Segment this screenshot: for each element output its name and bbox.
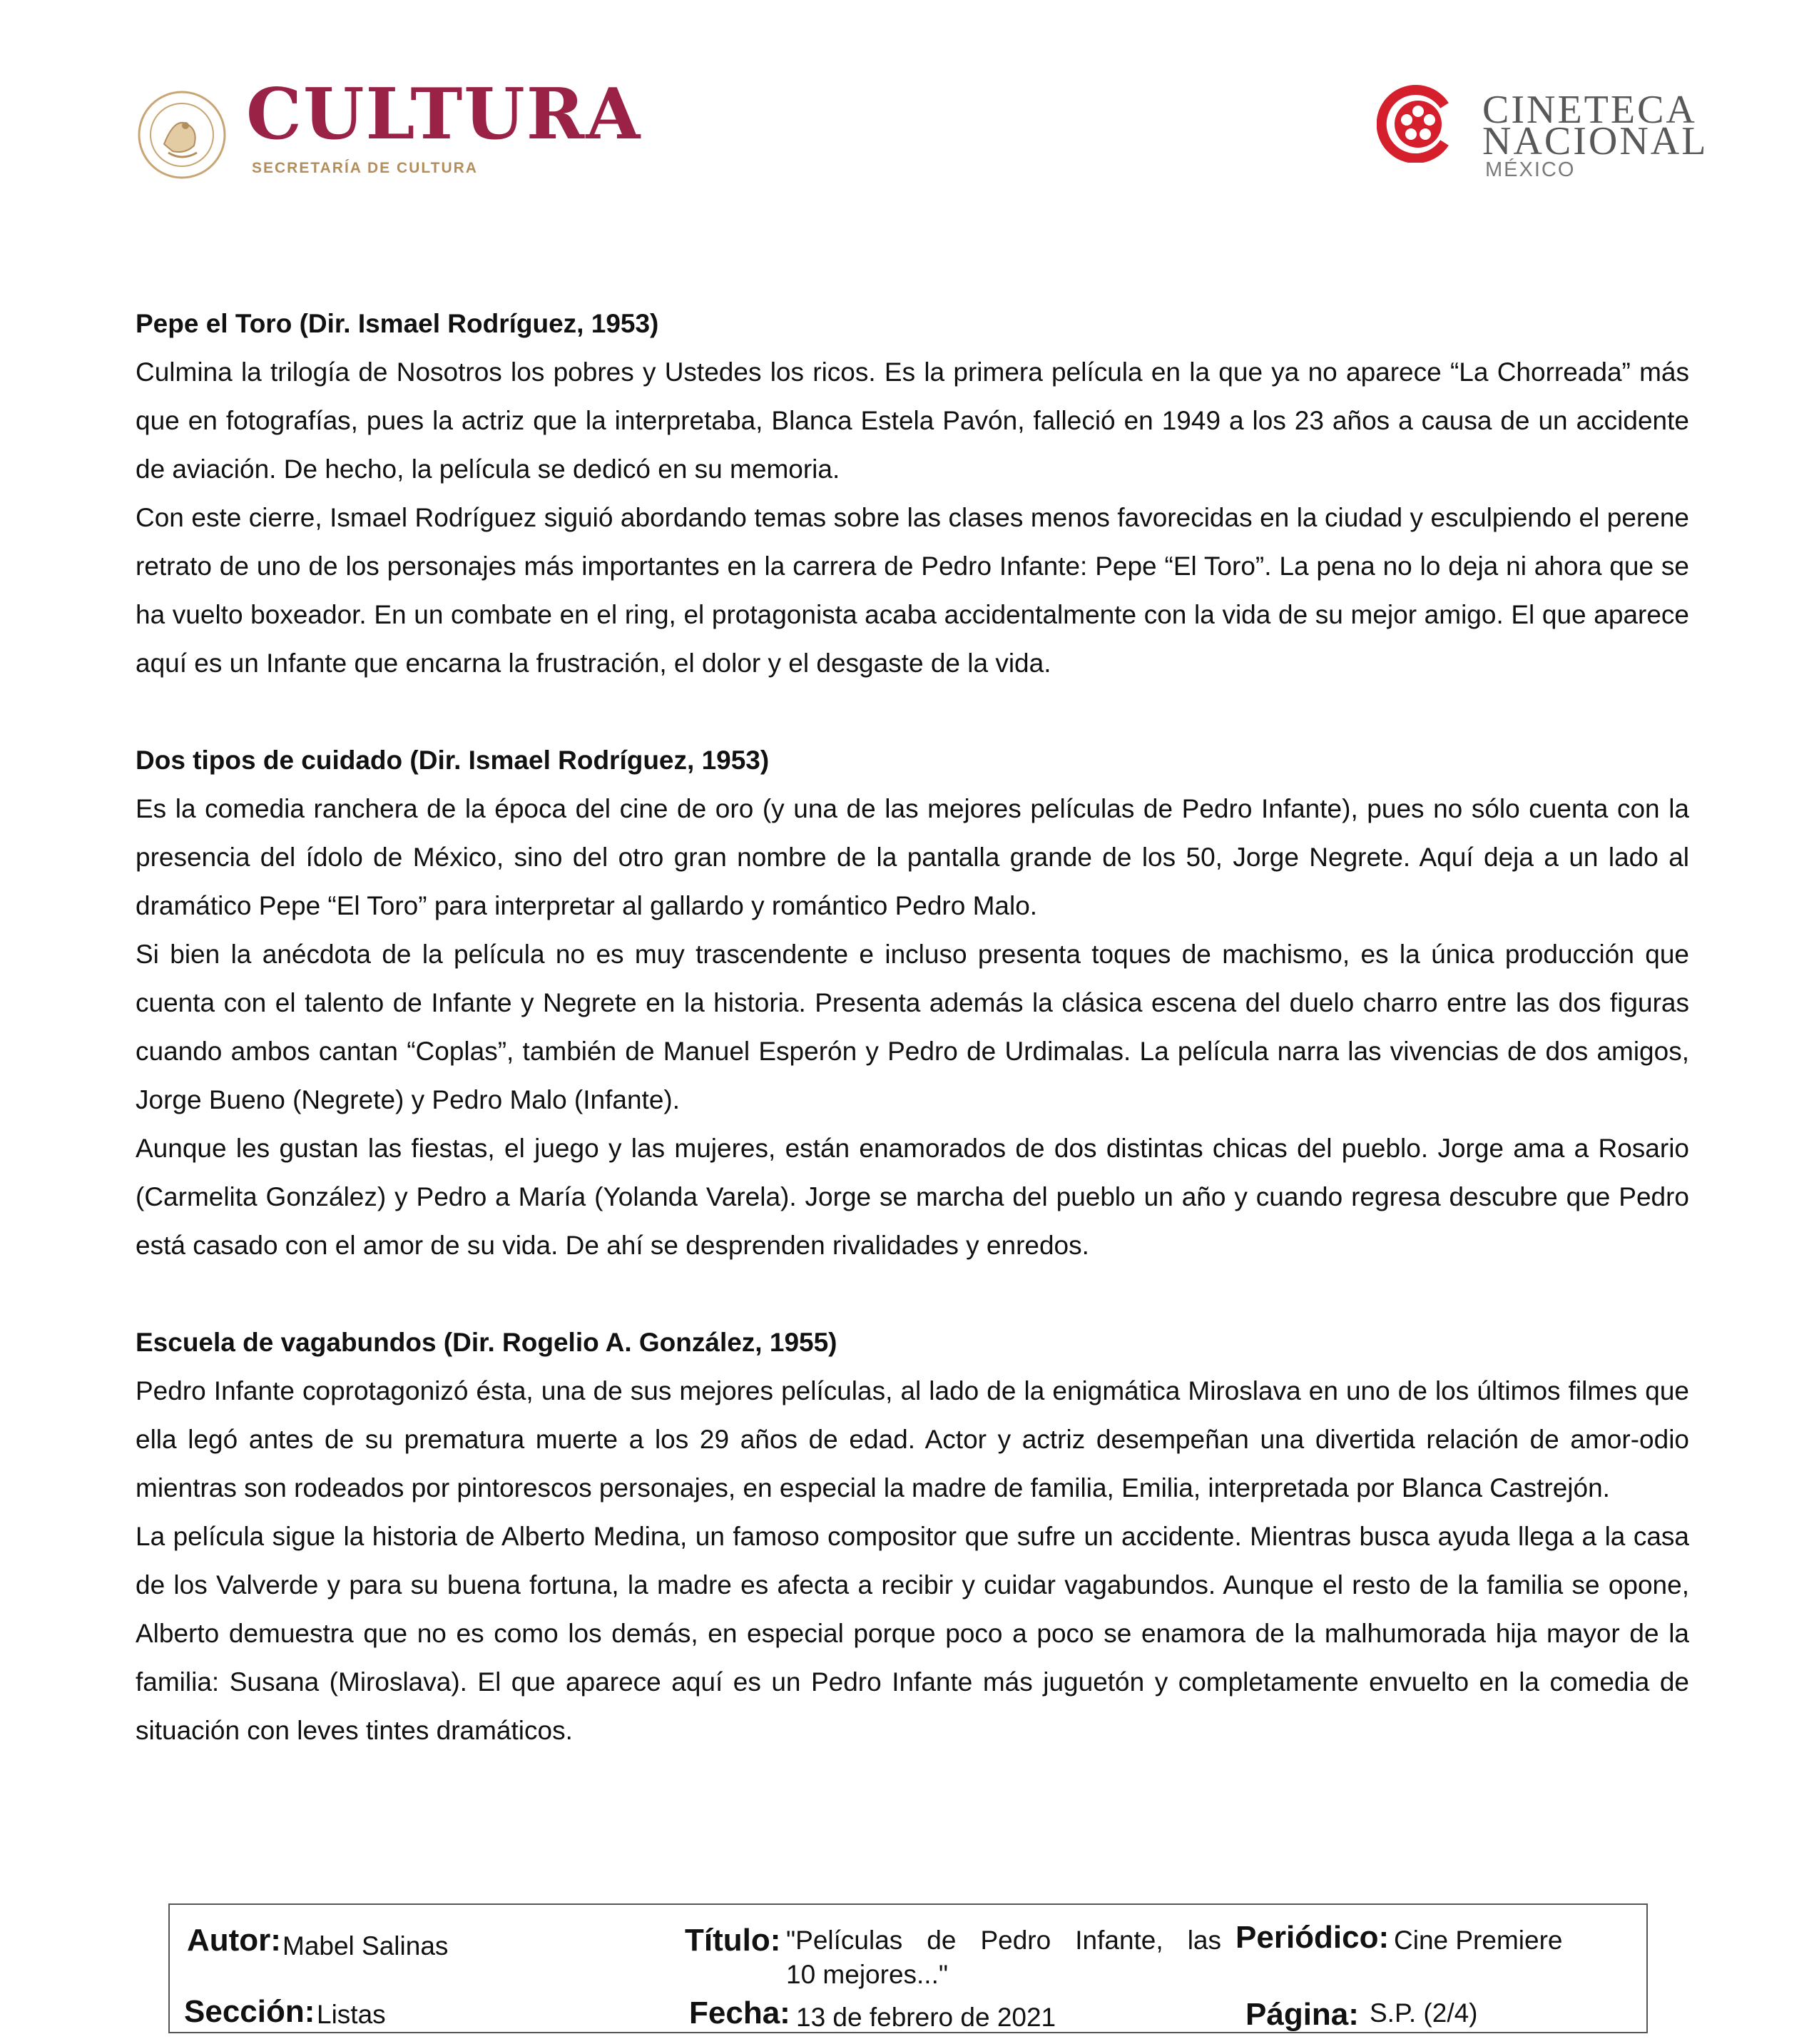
paragraph: Aunque les gustan las fiestas, el juego y las mujeres, están enamorados de dos distintas chicas del pueblo. Jorge ama a Rosario (Carmelita González) y Pedro a María (Yolanda Varela). Jorge se marcha del pueblo un año y cuando regresa descubre que Pedro está casado con el amor de su vida. De ahí se desprenden rivalidades y enredos. bbox=[136, 1134, 1689, 1260]
cultura-logo bbox=[136, 73, 642, 187]
paragraph: Con este cierre, Ismael Rodríguez siguió abordando temas sobre las clases menos favorecidas en la ciudad y esculpiendo el perene retrato de uno de los personajes más importantes en la carrera de Pedro Infante: Pepe “El Toro”. La pena no lo deja ni ahora que se ha vuelto boxeador. En un combate en el ring, el protagonista acaba accidentalmente con la vida de su mejor amigo. El que aparece aquí es un Infante que encarna la frustración, el dolor y el desgaste de la vida. bbox=[136, 503, 1689, 678]
paragraph: Si bien la anécdota de la película no es muy trascendente e incluso presenta toques de machismo, es la única producción que cuenta con el talento de Infante y Negrete en la historia. Presenta además la clásica escena del duelo charro entre las dos figuras cuando ambos cantan “Coplas”, también de Manuel Esperón y Pedro de Urdimalas. La película narra las vivencias de dos amigos, Jorge Bueno (Negrete) y Pedro Malo (Infante). bbox=[136, 940, 1689, 1114]
section-pepe-el-toro bbox=[136, 300, 1689, 688]
autor-label: Autor: bbox=[187, 1923, 281, 1958]
pagina-value: S.P. (2/4) bbox=[1370, 1998, 1478, 2028]
section-title: Escuela de vagabundos (Dir. Rogelio A. González, 1955) bbox=[136, 1328, 837, 1357]
cultura-title: CULTURA bbox=[246, 73, 642, 156]
titulo-label: Título: bbox=[685, 1923, 781, 1958]
pagina-label: Página: bbox=[1245, 1997, 1359, 2032]
titulo-value-line2: 10 mejores..." bbox=[786, 1960, 949, 1989]
paragraph: Pedro Infante coprotagonizó ésta, una de sus mejores películas, al lado de la enigmática Miroslava en uno de los últimos filmes que ella legó antes de su prematura muerte a los 29 años de edad. Actor y actriz desempeñan una divertida relación de amor-odio mientras son rodeados por pintorescos personajes, en especial la madre de familia, Emilia, interpretada por Blanca Castrejón. bbox=[136, 1376, 1689, 1503]
periodico-value: Cine Premiere bbox=[1394, 1926, 1563, 1955]
periodico-label: Periódico: bbox=[1235, 1920, 1390, 1955]
cineteca-line2: NACIONAL bbox=[1482, 119, 1708, 163]
metadata-box bbox=[168, 1903, 1648, 2033]
section-title: Dos tipos de cuidado (Dir. Ismael Rodríguez, 1953) bbox=[136, 746, 770, 775]
paragraph: Es la comedia ranchera de la época del cine de oro (y una de las mejores películas de Pedro Infante), pues no sólo cuenta con la presencia del ídolo de México, sino del otro gran nombre de la pantalla grande de los 50, Jorge Negrete. Aquí deja a un lado al dramático Pepe “El Toro” para interpretar al gallardo y romántico Pedro Malo. bbox=[136, 794, 1689, 920]
section-escuela-de-vagabundos bbox=[136, 1318, 1689, 1755]
cineteca-line3: MÉXICO bbox=[1485, 158, 1576, 181]
section-dos-tipos-de-cuidado bbox=[136, 736, 1689, 1270]
mexican-seal-icon bbox=[136, 88, 228, 181]
page-header bbox=[0, 0, 1819, 243]
cineteca-line1: CINETECA bbox=[1482, 88, 1697, 132]
fecha-value: 13 de febrero de 2021 bbox=[796, 2003, 1056, 2032]
section-title: Pepe el Toro (Dir. Ismael Rodríguez, 1953) bbox=[136, 309, 659, 338]
autor-value: Mabel Salinas bbox=[282, 1931, 449, 1961]
article-body bbox=[136, 300, 1689, 1804]
cineteca-logo bbox=[1377, 84, 1708, 184]
paragraph: Culmina la trilogía de Nosotros los pobres y Ustedes los ricos. Es la primera película en la que ya no aparece “La Chorreada” más que en fotografías, pues la actriz que la interpretaba, Blanca Estela Pavón, falleció en 1949 a los 23 años a causa de un accidente de aviación. De hecho, la película se dedicó en su memoria. bbox=[136, 357, 1689, 484]
fecha-label: Fecha: bbox=[689, 1995, 790, 2030]
seccion-label: Sección: bbox=[184, 1994, 315, 2029]
titulo-value-line1: "Películas de Pedro Infante, las bbox=[786, 1926, 1221, 1955]
paragraph: La película sigue la historia de Alberto Medina, un famoso compositor que sufre un accidente. Mientras busca ayuda llega a la casa de los Valverde y para su buena fortuna, la madre es afecta a recibir y cuidar vagabundos. Aunque el resto de la familia se opone, Alberto demuestra que no es como los demás, en especial porque poco a poco se enamora de la malhumorada hija mayor de la familia: Susana (Miroslava). El que aparece aquí es un Pedro Infante más juguetón y completamente envuelto en la comedia de situación con leves tintes dramáticos. bbox=[136, 1522, 1689, 1745]
cultura-subtitle: SECRETARÍA DE CULTURA bbox=[252, 160, 478, 176]
seccion-value: Listas bbox=[317, 2000, 386, 2029]
film-reel-icon bbox=[1377, 84, 1455, 163]
